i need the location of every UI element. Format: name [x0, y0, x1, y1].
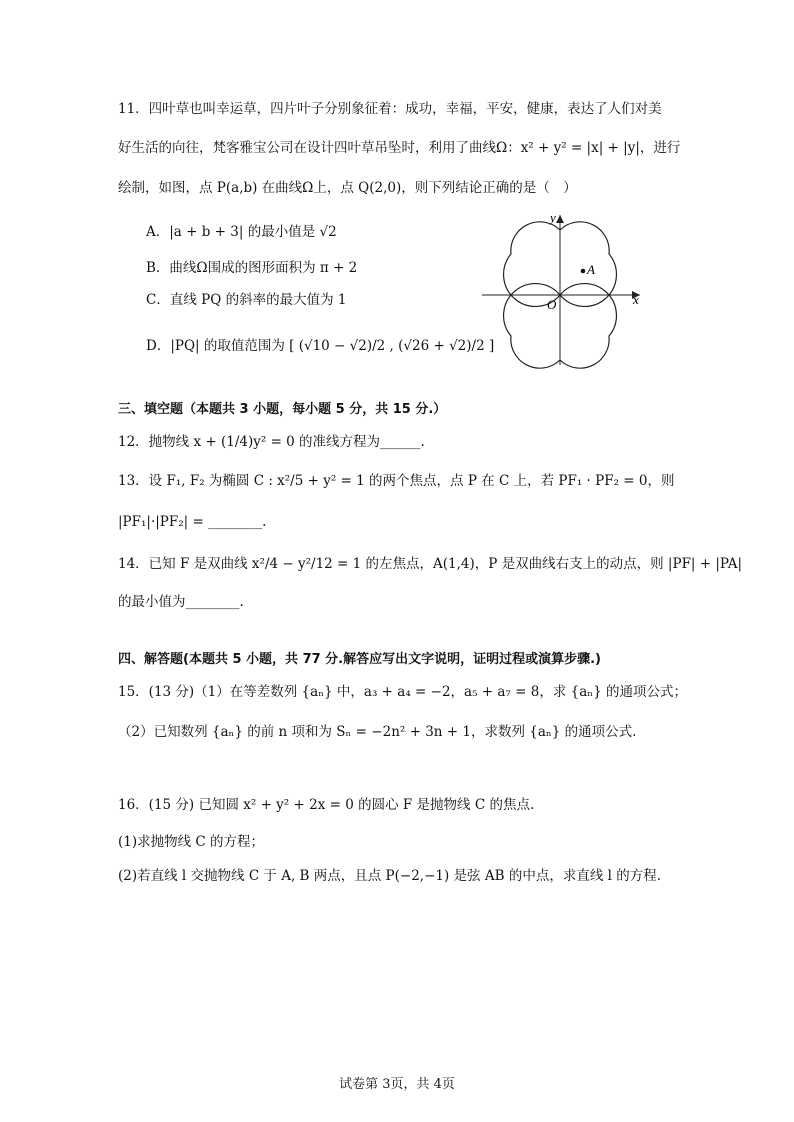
origin-label: O: [547, 297, 557, 312]
q11-option-c: C．直线 PQ 的斜率的最大值为 1: [146, 292, 347, 308]
clover-figure: [480, 210, 660, 370]
q11-line2: 好生活的向往，梵客雅宝公司在设计四叶草吊坠时，利用了曲线Ω：x² + y² = |x| + |y|，进行: [118, 140, 681, 156]
x-axis-label: x: [633, 292, 639, 307]
point-a-label: A: [587, 262, 595, 277]
clover-curve: [480, 210, 643, 368]
q16-line2: (1)求抛物线 C 的方程；: [118, 834, 265, 850]
q12: 12．抛物线 x + (1/4)y² = 0 的准线方程为______.: [118, 434, 425, 450]
page-footer: 试卷第 3页，共 4页: [339, 1077, 455, 1092]
q11-option-b: B．曲线Ω围成的图形面积为 π + 2: [146, 260, 358, 276]
q14-line2: 的最小值为________.: [118, 594, 244, 610]
section4-title: 四、解答题(本题共 5 小题，共 77 分.解答应写出文字说明，证明过程或演算步骤.): [118, 652, 601, 667]
q15-line1: 15．(13 分)（1）在等差数列 {aₙ} 中，a₃ + a₄ = −2，a₅ + a₇ = 8，求 {aₙ} 的通项公式；: [118, 684, 687, 700]
q11-line3: 绘制，如图，点 P(a,b) 在曲线Ω上，点 Q(2,0)，则下列结论正确的是（ ）: [118, 180, 577, 196]
q16-line1: 16．(15 分) 已知圆 x² + y² + 2x = 0 的圆心 F 是抛物线 C 的焦点.: [118, 797, 535, 813]
section3-title: 三、填空题（本题共 3 小题，每小题 5 分，共 15 分.）: [118, 402, 447, 417]
q13-line2: |PF₁|·|PF₂| = ________.: [118, 514, 267, 530]
q11-option-a: A．|a + b + 3| 的最小值是 √2: [146, 224, 337, 240]
q11-option-d: D．|PQ| 的取值范围为 [ (√10 − √2)/2 , (√26 + √2)/2 ]: [146, 338, 495, 354]
y-axis-arrow: [556, 215, 564, 223]
q11-line1: 11．四叶草也叫幸运草，四片叶子分别象征着：成功，幸福，平安，健康，表达了人们对美: [118, 101, 662, 117]
q16-line3: (2)若直线 l 交抛物线 C 于 A, B 两点，且点 P(−2,−1) 是弦 AB 的中点，求直线 l 的方程.: [118, 868, 662, 884]
y-axis-label: y: [550, 210, 556, 225]
q15-line2: （2）已知数列 {aₙ} 的前 n 项和为 Sₙ = −2n² + 3n + 1，求数列 {aₙ} 的通项公式.: [118, 724, 637, 740]
q13-line1: 13．设 F₁, F₂ 为椭圆 C : x²/5 + y² = 1 的两个焦点，点 P 在 C 上，若 PF₁ · PF₂ = 0，则: [118, 473, 675, 489]
point-a: [581, 269, 586, 274]
q14-line1: 14．已知 F 是双曲线 x²/4 − y²/12 = 1 的左焦点，A(1,4)，P 是双曲线右支上的动点，则 |PF| + |PA|: [118, 556, 743, 572]
